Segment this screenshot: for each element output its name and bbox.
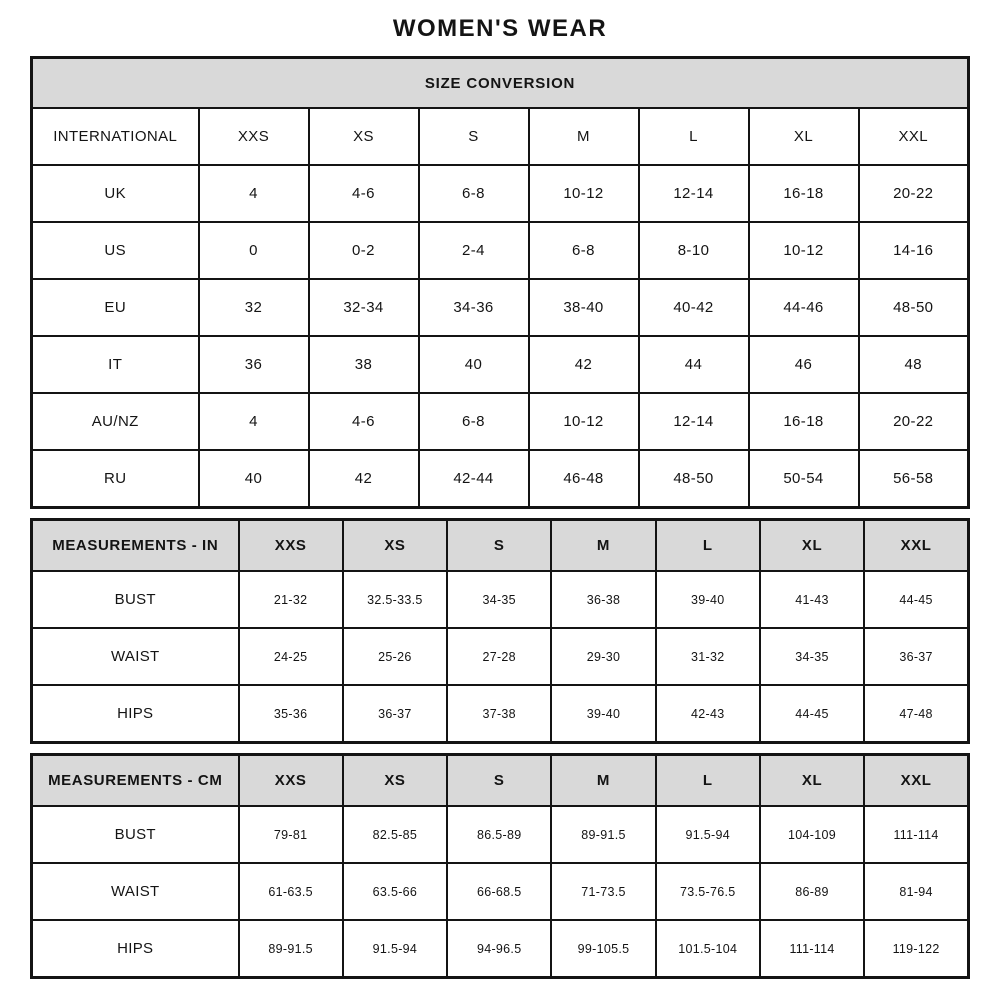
- table-gap: [0, 509, 1000, 518]
- size-cell: 48-50: [639, 450, 749, 508]
- measure-cell: 37-38: [447, 685, 551, 743]
- size-conversion-title: SIZE CONVERSION: [32, 58, 969, 109]
- column-header-xxl: XXL: [864, 520, 968, 572]
- size-cell: 4-6: [309, 393, 419, 450]
- size-cell: 6-8: [419, 165, 529, 222]
- measurements-cm-title: MEASUREMENTS - CM: [32, 755, 239, 807]
- size-cell: 44-46: [749, 279, 859, 336]
- size-cell: 6-8: [529, 222, 639, 279]
- measure-cell: 41-43: [760, 571, 864, 628]
- row-label-bust: BUST: [32, 806, 239, 863]
- column-header-xl: XL: [760, 755, 864, 807]
- column-header-xl: XL: [749, 108, 859, 165]
- size-cell: 42-44: [419, 450, 529, 508]
- size-cell: 16-18: [749, 393, 859, 450]
- measure-cell: 21-32: [239, 571, 343, 628]
- table-row-aunz: [32, 393, 969, 450]
- size-cell: 10-12: [749, 222, 859, 279]
- measure-cell: 36-38: [551, 571, 655, 628]
- measure-cell: 89-91.5: [239, 920, 343, 978]
- table-row-it: [32, 336, 969, 393]
- size-cell: 12-14: [639, 165, 749, 222]
- measure-cell: 86.5-89: [447, 806, 551, 863]
- size-cell: 4: [199, 165, 309, 222]
- size-cell: 2-4: [419, 222, 529, 279]
- size-cell: 8-10: [639, 222, 749, 279]
- size-cell: 48: [859, 336, 969, 393]
- column-header-m: M: [551, 755, 655, 807]
- column-header-m: M: [551, 520, 655, 572]
- column-header-l: L: [639, 108, 749, 165]
- size-cell: 48-50: [859, 279, 969, 336]
- size-cell: 12-14: [639, 393, 749, 450]
- measure-cell: 34-35: [447, 571, 551, 628]
- measurements-in-table: [30, 518, 970, 744]
- table-row-waist-cm: [32, 863, 969, 920]
- row-label-uk: UK: [32, 165, 199, 222]
- column-header-xxl: XXL: [859, 108, 969, 165]
- table-row-ru: [32, 450, 969, 508]
- column-header-xs: XS: [343, 520, 447, 572]
- measure-cell: 119-122: [864, 920, 968, 978]
- measure-cell: 39-40: [551, 685, 655, 743]
- measure-cell: 31-32: [656, 628, 760, 685]
- column-header-m: M: [529, 108, 639, 165]
- row-label-bust: BUST: [32, 571, 239, 628]
- size-cell: 36: [199, 336, 309, 393]
- measure-cell: 111-114: [864, 806, 968, 863]
- measure-cell: 86-89: [760, 863, 864, 920]
- row-label-waist: WAIST: [32, 628, 239, 685]
- measure-cell: 101.5-104: [656, 920, 760, 978]
- size-cell: 50-54: [749, 450, 859, 508]
- measure-cell: 104-109: [760, 806, 864, 863]
- column-header-s: S: [447, 520, 551, 572]
- table-row-uk: [32, 165, 969, 222]
- column-header-l: L: [656, 520, 760, 572]
- size-cell: 40: [419, 336, 529, 393]
- page-title: WOMEN'S WEAR: [392, 15, 608, 42]
- table-row-hips-in: [32, 685, 969, 743]
- size-cell: 4: [199, 393, 309, 450]
- column-header-xs: XS: [343, 755, 447, 807]
- measure-cell: 39-40: [656, 571, 760, 628]
- size-cell: 6-8: [419, 393, 529, 450]
- row-label-hips: HIPS: [32, 920, 239, 978]
- measure-cell: 91.5-94: [343, 920, 447, 978]
- column-header-international: INTERNATIONAL: [32, 108, 199, 165]
- measure-cell: 32.5-33.5: [343, 571, 447, 628]
- measure-cell: 61-63.5: [239, 863, 343, 920]
- column-header-s: S: [447, 755, 551, 807]
- column-header-xxs: XXS: [239, 520, 343, 572]
- size-cell: 0: [199, 222, 309, 279]
- size-cell: 34-36: [419, 279, 529, 336]
- table-row-us: [32, 222, 969, 279]
- size-cell: 0-2: [309, 222, 419, 279]
- row-label-eu: EU: [32, 279, 199, 336]
- column-header-xxs: XXS: [199, 108, 309, 165]
- measure-cell: 73.5-76.5: [656, 863, 760, 920]
- measure-cell: 63.5-66: [343, 863, 447, 920]
- size-cell: 20-22: [859, 165, 969, 222]
- measure-cell: 25-26: [343, 628, 447, 685]
- size-cell: 38: [309, 336, 419, 393]
- table-row-hips-cm: [32, 920, 969, 978]
- size-cell: 56-58: [859, 450, 969, 508]
- size-cell: 44: [639, 336, 749, 393]
- column-header-xl: XL: [760, 520, 864, 572]
- size-cell: 32-34: [309, 279, 419, 336]
- column-header-xxl: XXL: [864, 755, 968, 807]
- size-conversion-table: [30, 56, 970, 509]
- column-header-l: L: [656, 755, 760, 807]
- measure-cell: 99-105.5: [551, 920, 655, 978]
- measure-cell: 36-37: [343, 685, 447, 743]
- measure-cell: 44-45: [760, 685, 864, 743]
- size-conversion-columns-row: [32, 108, 969, 165]
- measurements-cm-table: [30, 753, 970, 979]
- measure-cell: 34-35: [760, 628, 864, 685]
- measure-cell: 35-36: [239, 685, 343, 743]
- row-label-it: IT: [32, 336, 199, 393]
- row-label-us: US: [32, 222, 199, 279]
- size-cell: 46: [749, 336, 859, 393]
- measure-cell: 66-68.5: [447, 863, 551, 920]
- measure-cell: 47-48: [864, 685, 968, 743]
- size-cell: 32: [199, 279, 309, 336]
- measure-cell: 79-81: [239, 806, 343, 863]
- measure-cell: 111-114: [760, 920, 864, 978]
- row-label-waist: WAIST: [32, 863, 239, 920]
- row-label-hips: HIPS: [32, 685, 239, 743]
- size-cell: 4-6: [309, 165, 419, 222]
- row-label-aunz: AU/NZ: [32, 393, 199, 450]
- measure-cell: 82.5-85: [343, 806, 447, 863]
- measurements-in-header-row: [32, 520, 969, 572]
- size-cell: 42: [309, 450, 419, 508]
- size-cell: 10-12: [529, 165, 639, 222]
- size-cell: 40-42: [639, 279, 749, 336]
- measure-cell: 44-45: [864, 571, 968, 628]
- measure-cell: 91.5-94: [656, 806, 760, 863]
- column-header-xxs: XXS: [239, 755, 343, 807]
- table-gap: [0, 744, 1000, 753]
- table-row-bust-cm: [32, 806, 969, 863]
- measurements-in-title: MEASUREMENTS - IN: [32, 520, 239, 572]
- size-cell: 46-48: [529, 450, 639, 508]
- size-cell: 38-40: [529, 279, 639, 336]
- size-cell: 42: [529, 336, 639, 393]
- measure-cell: 89-91.5: [551, 806, 655, 863]
- measure-cell: 27-28: [447, 628, 551, 685]
- measure-cell: 36-37: [864, 628, 968, 685]
- size-cell: 10-12: [529, 393, 639, 450]
- measure-cell: 29-30: [551, 628, 655, 685]
- column-header-xs: XS: [309, 108, 419, 165]
- measure-cell: 81-94: [864, 863, 968, 920]
- size-cell: 20-22: [859, 393, 969, 450]
- measure-cell: 94-96.5: [447, 920, 551, 978]
- row-label-ru: RU: [32, 450, 199, 508]
- table-row-bust-in: [32, 571, 969, 628]
- measure-cell: 24-25: [239, 628, 343, 685]
- measure-cell: 71-73.5: [551, 863, 655, 920]
- table-row-eu: [32, 279, 969, 336]
- size-cell: 40: [199, 450, 309, 508]
- measure-cell: 42-43: [656, 685, 760, 743]
- size-cell: 14-16: [859, 222, 969, 279]
- table-row-waist-in: [32, 628, 969, 685]
- measurements-cm-header-row: [32, 755, 969, 807]
- size-conversion-banner-row: [32, 58, 969, 109]
- size-cell: 16-18: [749, 165, 859, 222]
- column-header-s: S: [419, 108, 529, 165]
